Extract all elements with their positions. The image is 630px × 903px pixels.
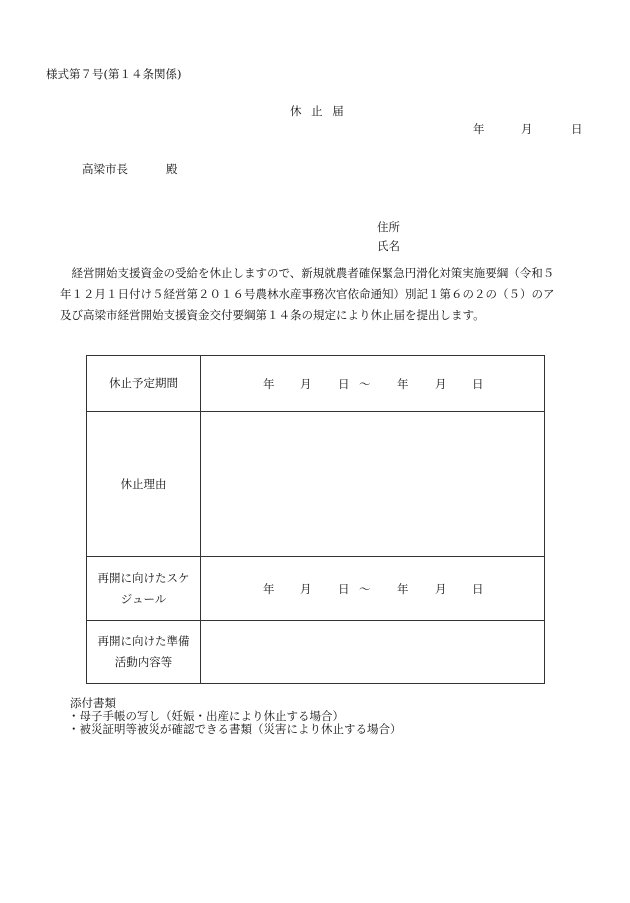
body-text [60,263,588,326]
document-title: 休 止 届 [290,104,347,118]
addressee-honorific: 殿 [166,162,178,176]
schedule-day1: 日 [338,581,350,596]
body-line: 経営開始支援資金の受給を休止しますので、新規就農者確保緊急円滑化対策実施要綱（令和５ [60,266,555,280]
attachments [70,697,402,736]
table-row-period [87,356,545,412]
attachment-item: ・母子手帳の写し（妊娠・出産により休止する場合） [68,709,344,723]
table-row-reason [87,412,545,557]
reason-value-cell[interactable] [201,412,545,557]
period-month2: 月 [435,376,447,391]
schedule-month1: 月 [300,581,312,596]
body-line: 及び高梁市経営開始支援資金交付要綱第１４条の規定により休止届を提出します。 [60,308,485,322]
period-day1: 日 [338,376,350,391]
suspension-table [86,355,545,684]
schedule-month2: 月 [435,581,447,596]
attachments-heading: 添付書類 [70,696,116,710]
schedule-year1: 年 [263,581,275,596]
applicant-name-label: 氏名 [377,239,400,253]
period-year2: 年 [397,376,409,391]
addressee-mayor: 高梁市長 [82,162,128,176]
table-row-schedule [87,557,545,621]
reason-label: 休止理由 [87,412,201,557]
addressee [82,161,178,177]
period-day2: 日 [472,376,484,391]
schedule-tilde: ～ [359,581,371,596]
preparation-label-line1: 再開に向けた準備 [97,634,190,648]
schedule-label-line2: ジュール [120,591,167,606]
form-number: 様式第７号(第１４条関係) [46,67,182,81]
schedule-label [87,557,201,621]
date-year-label: 年 [473,122,485,136]
schedule-label-line1: 再開に向けたスケ [97,570,190,585]
body-line: 年１２月１日付け５経営第２０１６号農林水産事務次官依命通知）別記１第６の２の（５）のア [60,287,555,301]
period-year1: 年 [263,376,275,391]
schedule-day2: 日 [472,581,484,596]
date-day-label: 日 [571,122,583,136]
attachment-item: ・被災証明等被災が確認できる書類（災害により休止する場合） [68,722,402,736]
date-month-label: 月 [521,122,533,136]
period-tilde: ～ [359,376,371,391]
schedule-year2: 年 [397,581,409,596]
period-value-cell[interactable] [201,356,545,412]
preparation-value-cell[interactable] [201,621,545,684]
period-month1: 月 [300,376,312,391]
preparation-label [87,621,201,684]
preparation-label-line2: 活動内容等 [114,655,173,669]
applicant-address-label: 住所 [377,220,400,234]
period-label: 休止予定期間 [87,356,201,412]
schedule-value-cell[interactable] [201,557,545,621]
table-row-preparation [87,621,545,684]
